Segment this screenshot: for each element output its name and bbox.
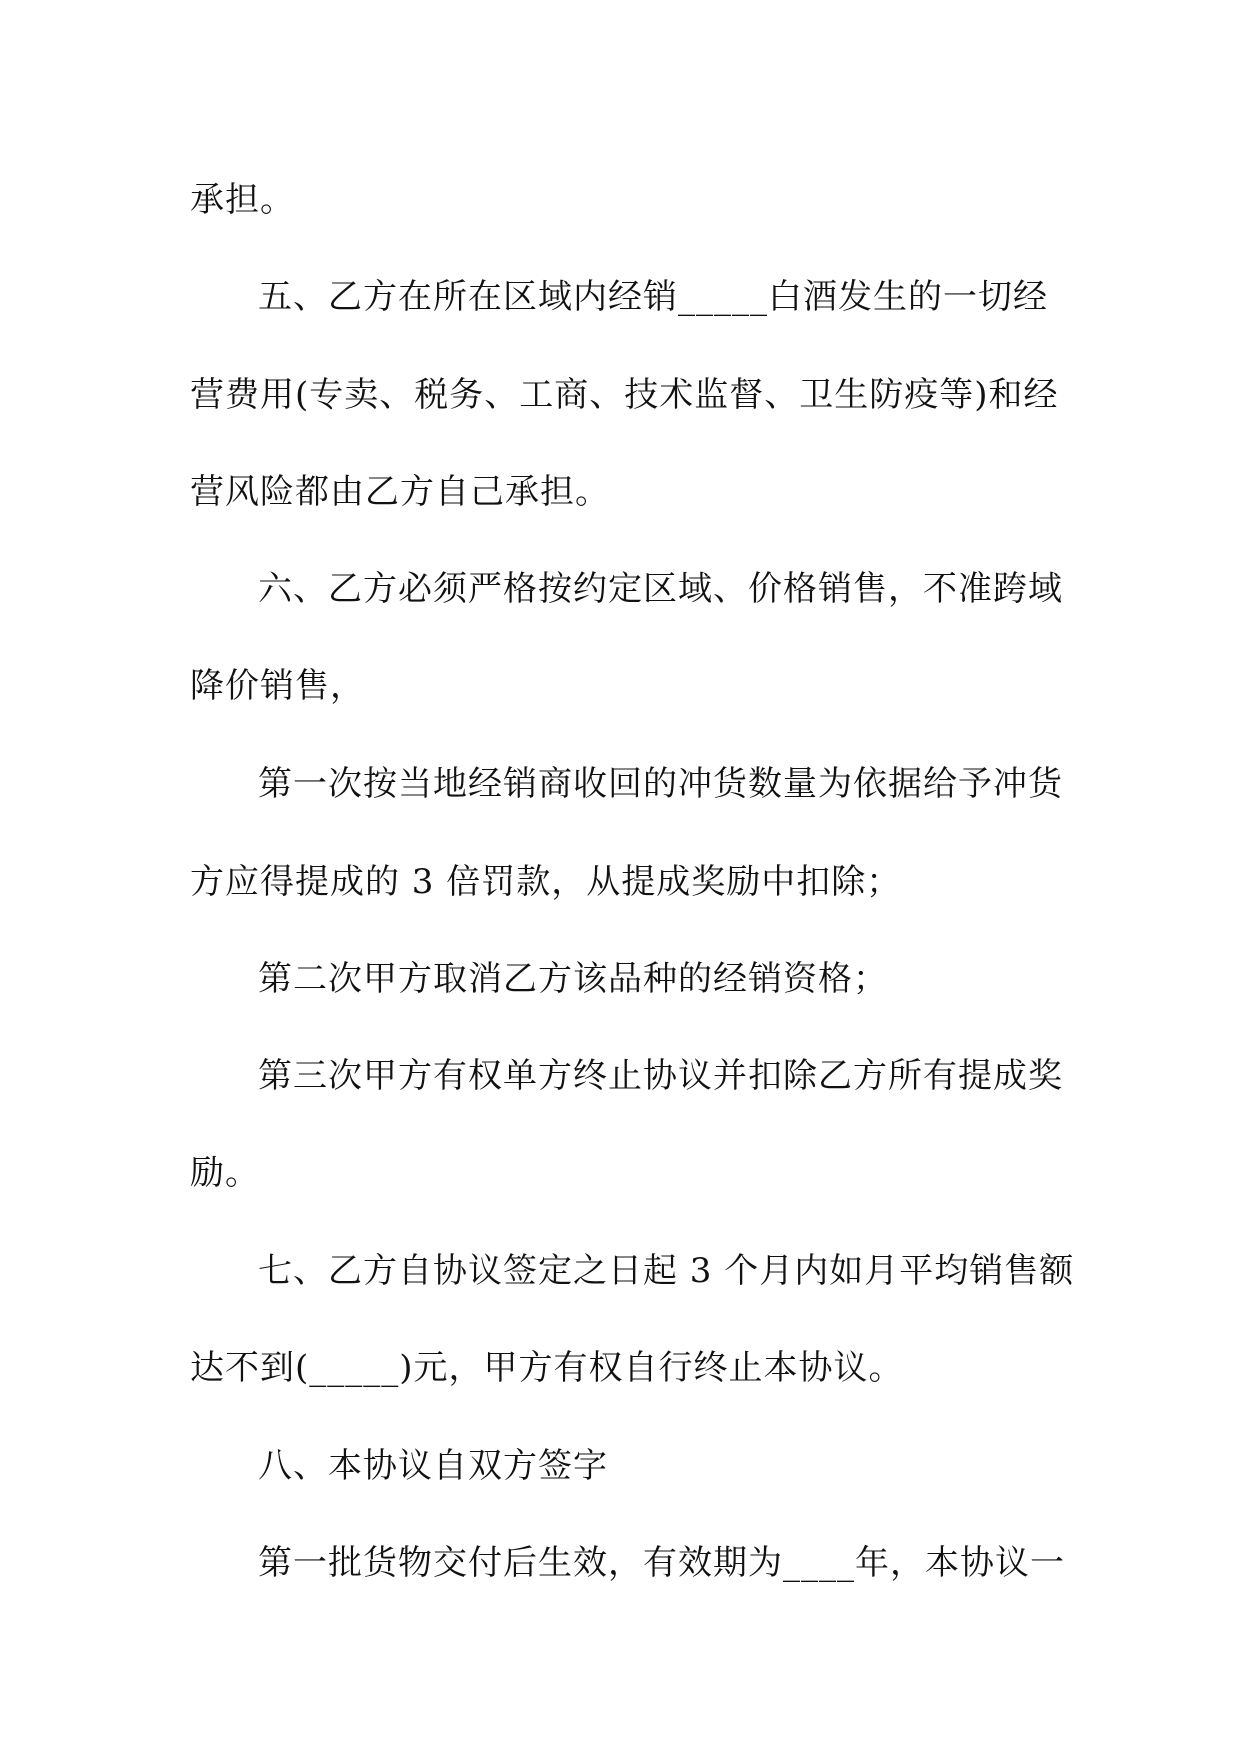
paragraph-line: 第一次按当地经销商收回的冲货数量为依据给予冲货	[258, 764, 1063, 804]
paragraph-line: 第二次甲方取消乙方该品种的经销资格；	[258, 959, 888, 999]
paragraph-line: 八、本协议自双方签字	[258, 1446, 608, 1486]
paragraph-line: 五、乙方在所在区域内经销_____白酒发生的一切经	[258, 277, 1048, 317]
paragraph-line: 第一批货物交付后生效，有效期为____年，本协议一	[258, 1543, 1065, 1583]
paragraph-line: 第三次甲方有权单方终止协议并扣除乙方所有提成奖	[258, 1056, 1063, 1096]
paragraph-line: 营风险都由乙方自己承担。	[190, 472, 610, 512]
paragraph-line: 降价销售，	[190, 666, 365, 706]
paragraph-line: 营费用(专卖、税务、工商、技术监督、卫生防疫等)和经	[190, 375, 1059, 415]
paragraph-line: 承担。	[190, 180, 295, 220]
paragraph-line: 方应得提成的 3 倍罚款，从提成奖励中扣除；	[190, 862, 902, 902]
paragraph-line: 七、乙方自协议签定之日起 3 个月内如月平均销售额	[258, 1251, 1075, 1291]
paragraph-line: 达不到(_____)元，甲方有权自行终止本协议。	[190, 1348, 904, 1388]
paragraph-line: 六、乙方必须严格按约定区域、价格销售，不准跨域	[258, 569, 1063, 609]
paragraph-line: 励。	[190, 1153, 260, 1193]
